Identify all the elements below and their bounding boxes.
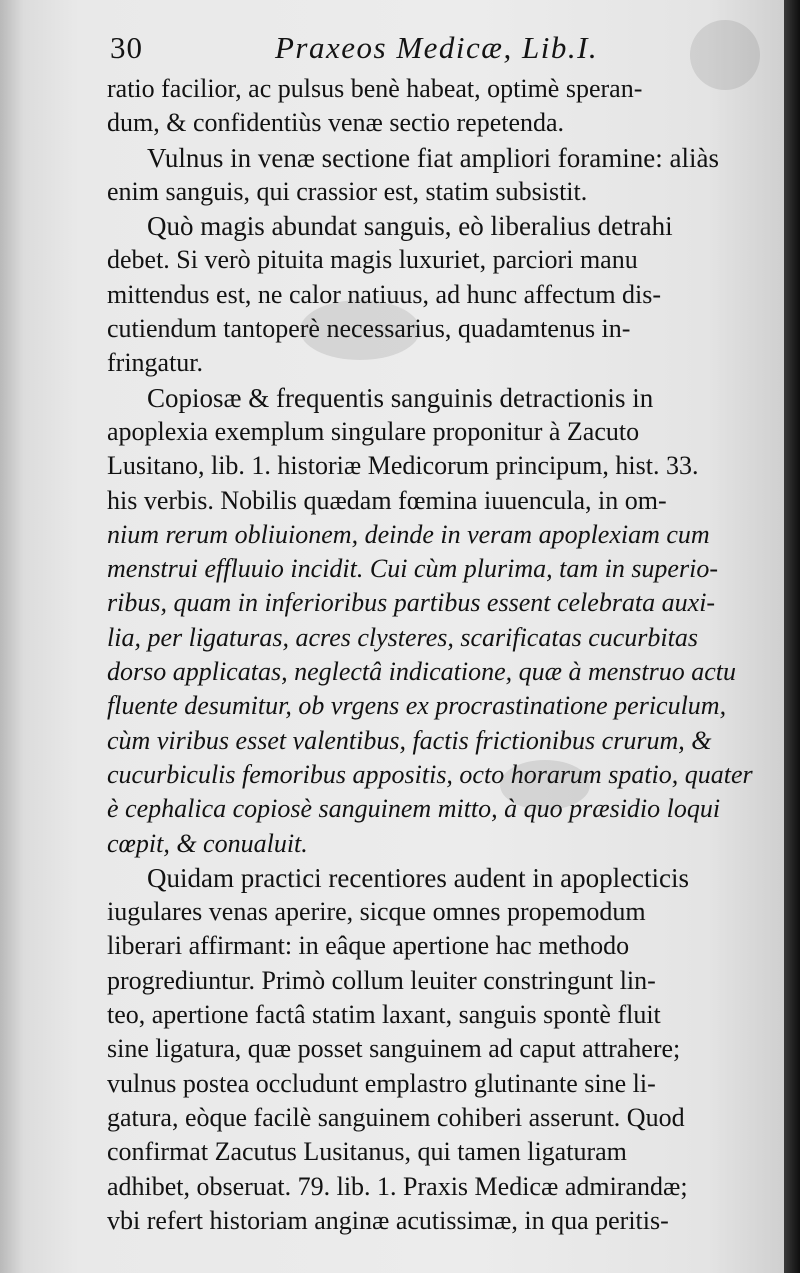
text-line: nium rerum obliuionem, deinde in veram apoplexiam cum <box>107 519 710 549</box>
text-line: fringatur. <box>107 348 204 378</box>
text-line: Lusitano, lib. 1. historiæ Medicorum principum, hist. 33. <box>107 451 699 481</box>
text-line: Quidam practici recentiores audent in apoplecticis <box>147 862 690 893</box>
text-line: cutiendum tantoperè necessarius, quadamtenus in- <box>107 314 631 344</box>
text-line: fluente desumitur, ob vrgens ex procrastinatione periculum, <box>107 691 727 721</box>
text-line: dum, & confidentiùs venæ sectio repetenda. <box>107 108 565 138</box>
text-line: iugulares venas aperire, sicque omnes propemodum <box>107 897 646 927</box>
text-line: gatura, eòque facilè sanguinem cohiberi asserunt. Quod <box>107 1102 685 1132</box>
text-line: sine ligatura, quæ posset sanguinem ad caput attrahere; <box>107 1034 681 1064</box>
text-line: progrediuntur. Primò collum leuiter constringunt lin- <box>107 965 656 995</box>
text-line: dorso applicatas, neglectâ indicatione, quæ à menstruo actu <box>107 657 736 687</box>
text-line: confirmat Zacutus Lusitanus, qui tamen ligaturam <box>107 1137 627 1167</box>
text-line: vulnus postea occludunt emplastro glutinante sine li- <box>107 1068 656 1098</box>
text-line: Copiosæ & frequentis sanguinis detractionis in <box>147 382 654 413</box>
text-line: menstrui effluuio incidit. Cui cùm plurima, tam in superio- <box>107 554 718 584</box>
text-line: vbi refert historiam anginæ acutissimæ, in qua peritis- <box>107 1205 669 1235</box>
text-line: liberari affirmant: in eâque apertione hac methodo <box>107 931 630 961</box>
text-line: cœpit, & conualuit. <box>107 828 308 858</box>
text-line: adhibet, obseruat. 79. lib. 1. Praxis Medicæ admirandæ; <box>107 1171 688 1201</box>
text-line: Vulnus in venæ sectione fiat ampliori foramine: aliàs <box>147 142 719 173</box>
text-line: ribus, quam in inferioribus partibus essent celebrata auxi- <box>107 588 716 618</box>
text-line: his verbis. Nobilis quædam fœmina iuuencula, in om- <box>107 485 667 515</box>
page-header <box>110 30 770 78</box>
text-line: mittendus est, ne calor natiuus, ad hunc affectum dis- <box>107 279 662 309</box>
text-line: ratio facilior, ac pulsus benè habeat, optimè speran- <box>107 74 643 103</box>
text-line: enim sanguis, qui crassior est, statim subsistit. <box>107 176 588 206</box>
text-line: Quò magis abundat sanguis, eò liberalius detrahi <box>147 211 673 242</box>
text-line: debet. Si verò pituita magis luxuriet, parciori manu <box>107 245 638 275</box>
body-text <box>107 72 772 1238</box>
text-line: teo, apertione factâ statim laxant, sanguis spontè fluit <box>107 1000 661 1030</box>
running-title: Praxeos Medicæ, Lib.I. <box>275 30 599 65</box>
text-line: è cephalica copiosè sanguinem mitto, à quo præsidio loqui <box>107 794 721 824</box>
text-line: cucurbiculis femoribus appositis, octo horarum spatio, quater <box>107 759 753 789</box>
text-line: lia, per ligaturas, acres clysteres, scarificatas cucurbitas <box>107 622 698 652</box>
page-number: 30 <box>110 30 143 65</box>
book-spine-edge <box>784 0 800 1273</box>
text-line: apoplexia exemplum singulare proponitur à Zacuto <box>107 416 640 446</box>
text-line: cùm viribus esset valentibus, factis frictionibus crurum, & <box>107 725 712 755</box>
